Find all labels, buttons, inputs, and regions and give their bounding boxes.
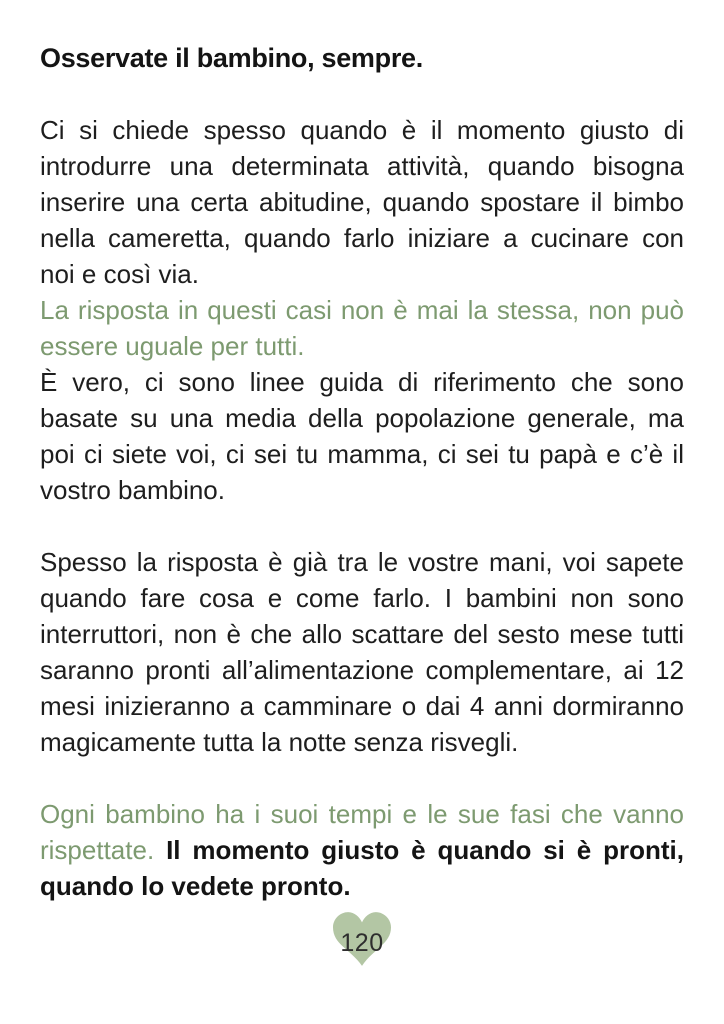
paragraph-conclusion xyxy=(40,796,684,904)
paragraph-in-your-hands: Spesso la risposta è già tra le vostre mani, voi sapete quando fare cosa e come farlo. I bambini non sono interruttori, non è che allo scattare del sesto mese tutti saranno pronti all’alimentazione complementare, ai 12 mesi inizieranno a camminare o dai 4 anni dormiranno magicamente tutta la notte senza risvegli. xyxy=(40,547,684,757)
conclusion-highlight-text: Ogni bambino ha i suoi tempi e le sue fasi che vanno rispettate. xyxy=(40,799,684,865)
conclusion-bold-text: Il momento giusto è quando si è pronti, quando lo vedete pronto. xyxy=(40,835,684,901)
page-footer xyxy=(40,912,684,968)
page-number: 120 xyxy=(340,929,384,957)
paragraph-intro: Ci si chiede spesso quando è il momento giusto di introdurre una determinata attività, quando bisogna inserire una certa abitudine, quando spostare il bimbo nella cameretta, quando farlo iniziare a cucinare con noi e così via. xyxy=(40,115,684,289)
page-title: Osservate il bambino, sempre. xyxy=(40,43,423,73)
paragraph-answer-highlight: La risposta in questi casi non è mai la stessa, non può essere uguale per tutti. xyxy=(40,295,684,361)
heart-page-marker xyxy=(333,912,391,968)
paragraph-guidelines: È vero, ci sono linee guida di riferimento che sono basate su una media della popolazione generale, ma poi ci siete voi, ci sei tu mamma, ci sei tu papà e c’è il vostro bambino. xyxy=(40,367,684,505)
